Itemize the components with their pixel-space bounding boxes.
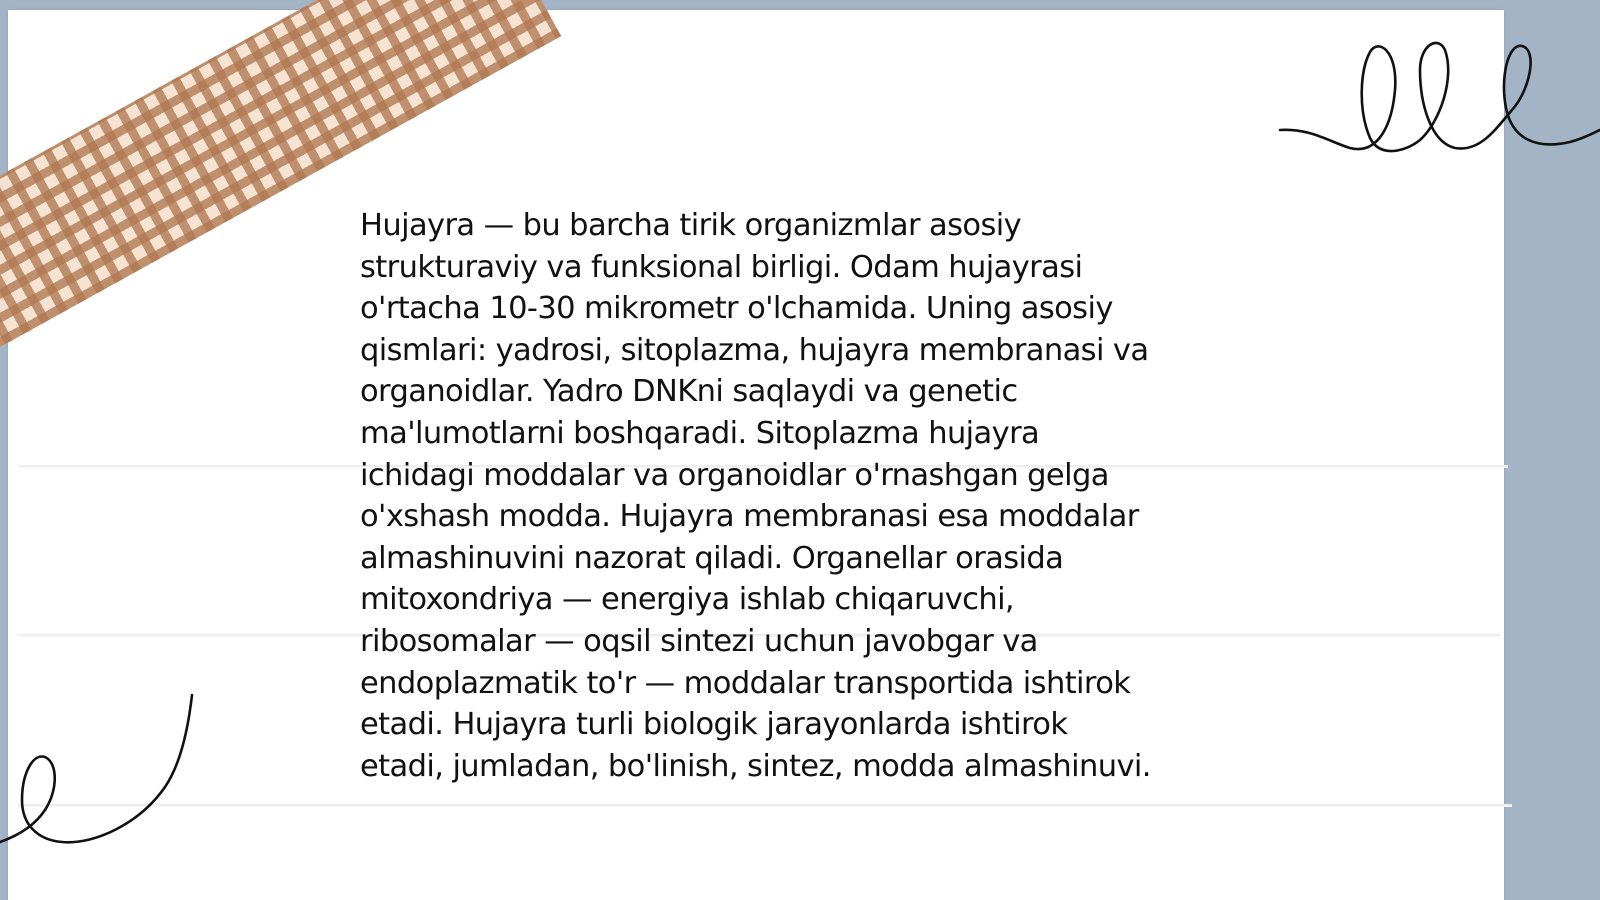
swirl-scribble-icon <box>0 695 200 850</box>
loop-scribble-stroke <box>1280 43 1600 151</box>
slide-body-text: Hujayra — bu barcha tirik organizmlar asosiy strukturaviy va funksional birligi. Odam hujayrasi o'rtacha 10-30 mikrometr o'lchamida. Uning asosiy qismlari: yadrosi, sitoplazma, hujayra membranasi va organoidlar. Yadro DNKni saqlaydi va genetic ma'lumotlarni boshqaradi. Sitoplazma hujayra ichidagi moddalar va organoidlar o'rnashgan gelga o'xshash modda. Hujayra membranasi esa moddalar almashinuvini nazorat qiladi. Organellar orasida mitoxondriya — energiya ishlab chiqaruvchi, ribosomalar — oqsil sintezi uchun javobgar va endoplazmatik to'r — moddalar transportida ishtirok etadi. Hujayra turli biologik jarayonlarda ishtirok etadi, jumladan, bo'linish, sintez, modda almashinuvi. <box>360 208 1151 784</box>
loop-scribble-icon <box>1280 30 1600 165</box>
swirl-scribble-stroke <box>0 695 192 842</box>
paper-fold-line <box>18 804 1512 807</box>
